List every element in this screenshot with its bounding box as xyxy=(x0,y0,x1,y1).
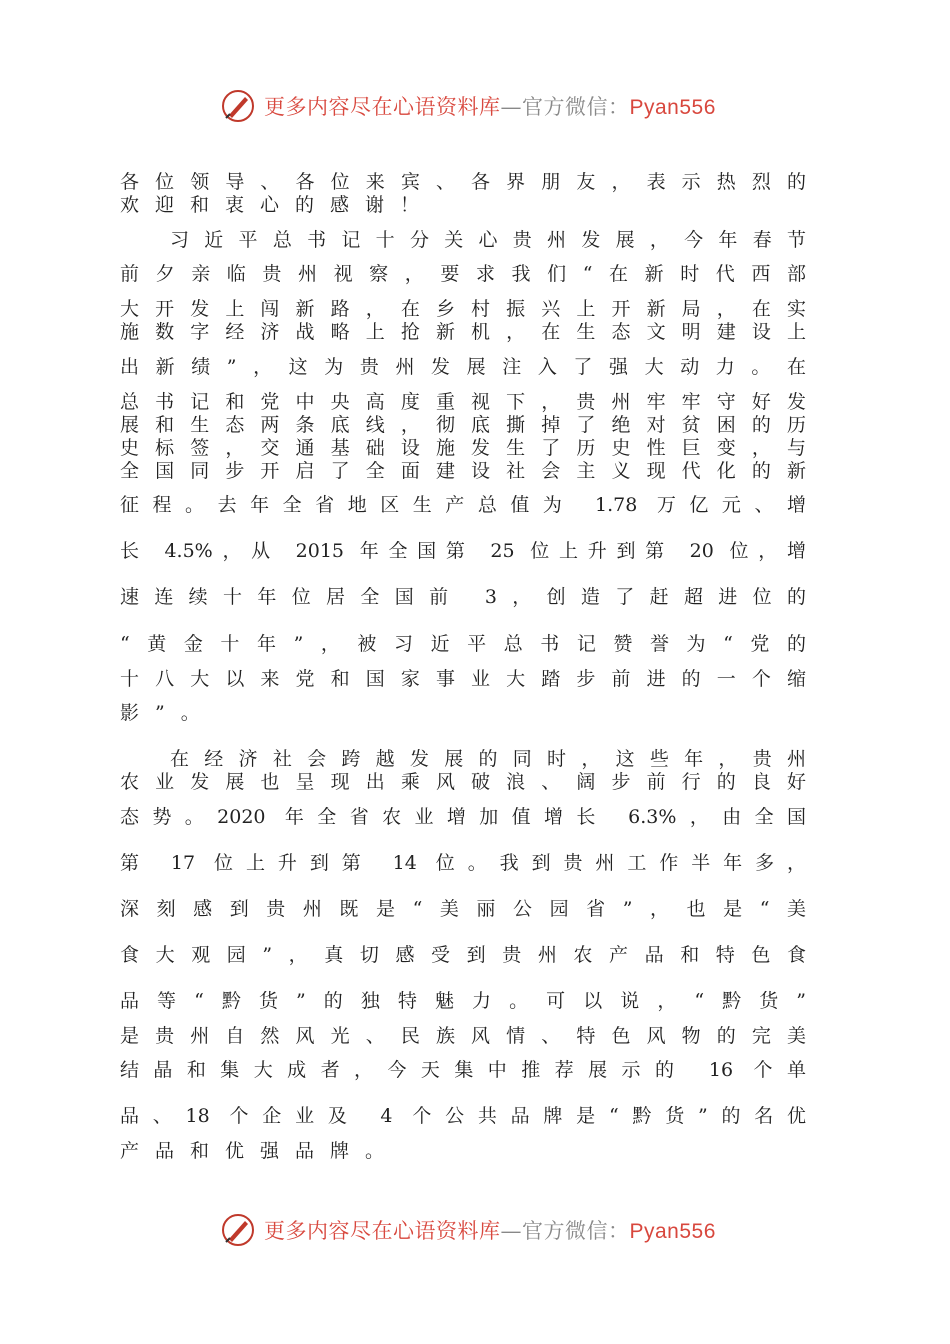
text-line: 影”。 xyxy=(120,702,216,724)
text-line: 施数字经济战略上抢新机，在生态文明建设上 xyxy=(120,321,806,343)
footer-banner xyxy=(0,1208,950,1252)
text-line: 态势。2020 年全省农业增加值增长 6.3%，由全国 xyxy=(120,806,806,828)
text-line: 前夕亲临贵州视察，要求我们“在新时代西部 xyxy=(120,263,806,285)
text-line: 是贵州自然风光、民族风情、特色风物的完美 xyxy=(120,1025,806,1047)
text-line: 长 4.5%，从 2015 年全国第 25 位上升到第 20 位，增 xyxy=(120,540,806,562)
text-line: 各位领导、各位来宾、各界朋友，表示热烈的 xyxy=(120,171,806,193)
text-line: 产品和优强品牌。 xyxy=(120,1140,401,1162)
text-line: 全国同步开启了全面建设社会主义现代化的新 xyxy=(120,460,806,482)
header-text: 更多内容尽在心语资料库—官方微信：Pyan556 xyxy=(264,95,716,119)
pen-logo-icon xyxy=(220,88,256,124)
text-line: 食大观园”，真切感受到贵州农产品和特色食 xyxy=(120,944,806,966)
text-line: 十八大以来党和国家事业大踏步前进的一个缩 xyxy=(120,668,806,690)
text-line: 总书记和党中央高度重视下，贵州牢牢守好发 xyxy=(120,391,806,413)
text-line: 深刻感到贵州既是“美丽公园省”，也是“美 xyxy=(120,898,806,920)
text-line: 习近平总书记十分关心贵州发展，今年春节 xyxy=(170,229,806,251)
text-line: 欢迎和衷心的感谢！ xyxy=(120,194,436,216)
text-line: 农业发展也呈现出乘风破浪、阔步前行的良好 xyxy=(120,771,806,793)
text-line: 在经济社会跨越发展的同时，这些年，贵州 xyxy=(170,748,806,770)
text-line: 大开发上闯新路，在乡村振兴上开新局，在实 xyxy=(120,298,806,320)
text-line: 品、18 个企业及 4 个公共品牌是“黔货”的名优 xyxy=(120,1105,806,1127)
pen-logo-icon xyxy=(220,1212,256,1248)
text-line: 结晶和集大成者，今天集中推荐展示的 16 个单 xyxy=(120,1059,806,1081)
text-line: 第 17 位上升到第 14 位。我到贵州工作半年多， xyxy=(120,852,806,874)
text-line: 征程。去年全省地区生产总值为 1.78 万亿元、增 xyxy=(120,494,806,516)
text-line: 展和生态两条底线，彻底撕掉了绝对贫困的历 xyxy=(120,414,806,436)
text-line: 出新绩”，这为贵州发展注入了强大动力。在 xyxy=(120,356,806,378)
text-line: 史标签，交通基础设施发生了历史性巨变，与 xyxy=(120,437,806,459)
text-line: 品等“黔货”的独特魅力。可以说，“黔货” xyxy=(120,990,806,1012)
header-banner xyxy=(0,84,950,128)
text-line: “黄金十年”，被习近平总书记赞誉为“党的 xyxy=(120,633,806,655)
footer-text: 更多内容尽在心语资料库—官方微信：Pyan556 xyxy=(264,1219,716,1243)
text-line: 速连续十年位居全国前 3，创造了赶超进位的 xyxy=(120,586,806,608)
